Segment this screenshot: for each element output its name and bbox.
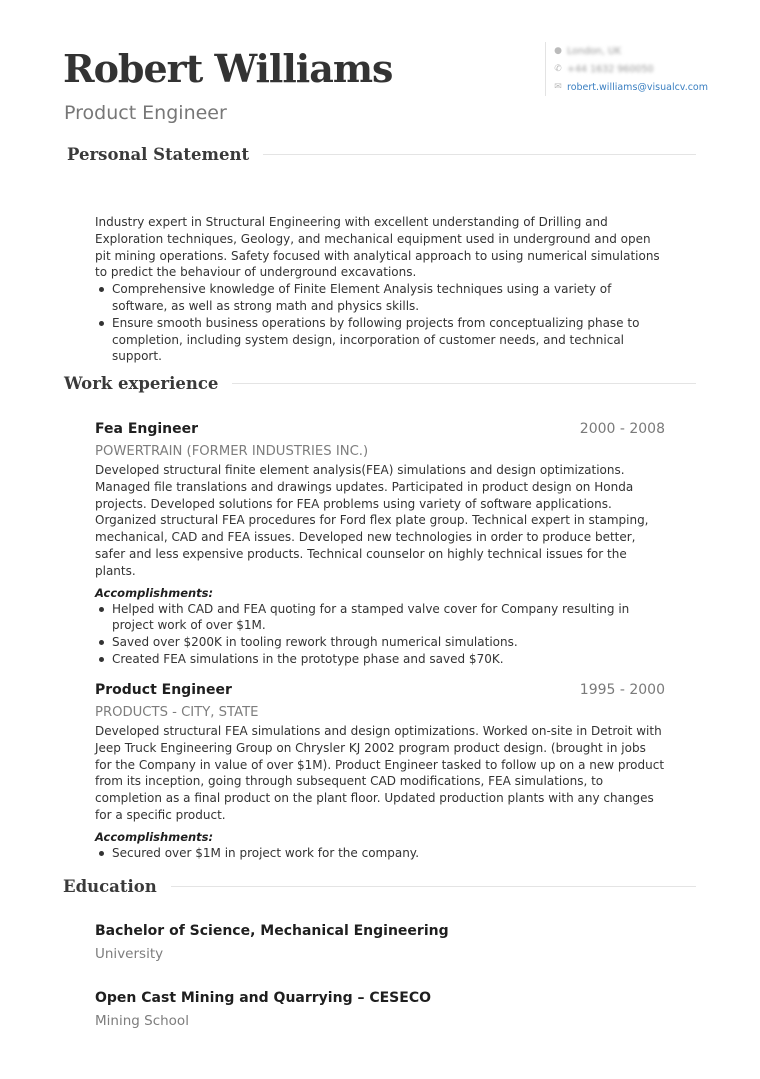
accomplishments-label: Accomplishments: — [95, 585, 214, 600]
job-company: POWERTRAIN (FORMER INDUSTRIES INC.) — [95, 444, 369, 459]
section-title: Education — [63, 877, 157, 896]
contact-phone — [552, 60, 708, 78]
job-dates: 2000 - 2008 — [579, 421, 665, 437]
job-title: Fea Engineer — [95, 421, 199, 437]
job-dates: 1995 - 2000 — [579, 682, 665, 698]
job-description: Developed structural finite element analysis(FEA) simulations and design optimizations. Managed file translations and drawings updates. Participated in product design on Honda projects. Developed solutions for FEA problems using variety of software applications. Organized structural FEA procedures for Ford flex plate group. Technical expert in stamping, mechanical, CAD and FEA issues. Developed new technologies in order to produce better, safer and less expensive products. Technical counselor on highly technical issues for the plants. — [95, 463, 649, 578]
personal-statement — [95, 214, 665, 365]
accomplishments-label: Accomplishments: — [95, 829, 214, 844]
job-description: Developed structural FEA simulations and design optimizations. Worked on-site in Detroit with Jeep Truck Engineering Group on Chrysler KJ 2002 program product design. (brought in jobs for the Company in value of over $1M). Product Engineer tasked to follow up on a new product from its inception, going through subsequent CAD modifications, FEA simulations, to completion as a final product on the plant floor. Updated production plants with any changes for a specific product. — [95, 724, 665, 822]
envelope-icon: ✉ — [554, 82, 562, 92]
list-item: Helped with CAD and FEA quoting for a stamped valve cover for Company resulting in project work of over $1M. — [95, 601, 665, 635]
list-item: Ensure smooth business operations by following projects from conceptualizing phase to completion, including system design, incorporation of customer needs, and technical support. — [95, 315, 665, 365]
candidate-role: Product Engineer — [64, 102, 227, 124]
section-title: Personal Statement — [67, 145, 250, 164]
education-heading — [63, 877, 696, 896]
degree-title: Open Cast Mining and Quarrying – CESECO — [95, 990, 431, 1006]
section-title: Work experience — [64, 374, 219, 393]
list-item: Secured over $1M in project work for the company. — [95, 845, 665, 862]
contact-info — [545, 42, 708, 96]
map-pin-icon: ● — [554, 46, 562, 56]
section-divider — [232, 383, 696, 384]
job-entry — [95, 680, 665, 862]
statement-bullets — [95, 281, 665, 365]
work-experience-heading — [64, 374, 696, 393]
location-text: London, UK — [567, 45, 622, 57]
list-item: Created FEA simulations in the prototype phase and saved $70K. — [95, 651, 665, 668]
degree-title: Bachelor of Science, Mechanical Engineering — [95, 923, 449, 939]
list-item: Comprehensive knowledge of Finite Element Analysis techniques using a variety of software, as well as strong math and physics skills. — [95, 281, 665, 315]
school-name: Mining School — [95, 1013, 189, 1029]
education-entry — [95, 988, 665, 1031]
personal-statement-heading — [67, 145, 696, 164]
contact-email[interactable] — [552, 78, 708, 96]
education-entry — [95, 921, 665, 964]
school-name: University — [95, 946, 164, 962]
phone-icon: ✆ — [554, 64, 562, 74]
accomplishments-list — [95, 601, 665, 668]
section-divider — [171, 886, 696, 887]
contact-location — [552, 42, 708, 60]
accomplishments-list — [95, 845, 665, 862]
job-title: Product Engineer — [95, 682, 232, 698]
email-link[interactable]: robert.williams@visualcv.com — [567, 81, 708, 93]
job-company: PRODUCTS - CITY, STATE — [95, 705, 259, 720]
phone-text: +44 1632 960050 — [567, 63, 654, 75]
candidate-name: Robert Williams — [63, 46, 393, 91]
statement-paragraph: Industry expert in Structural Engineering with excellent understanding of Drilling and Exploration techniques, Geology, and mechanical equipment used in underground and open pit mining operations. Safety focused with analytical approach to using numerical simulations to predict the behaviour of underground excavations. — [95, 215, 660, 280]
job-entry — [95, 419, 665, 668]
list-item: Saved over $200K in tooling rework through numerical simulations. — [95, 634, 665, 651]
section-divider — [263, 154, 696, 155]
